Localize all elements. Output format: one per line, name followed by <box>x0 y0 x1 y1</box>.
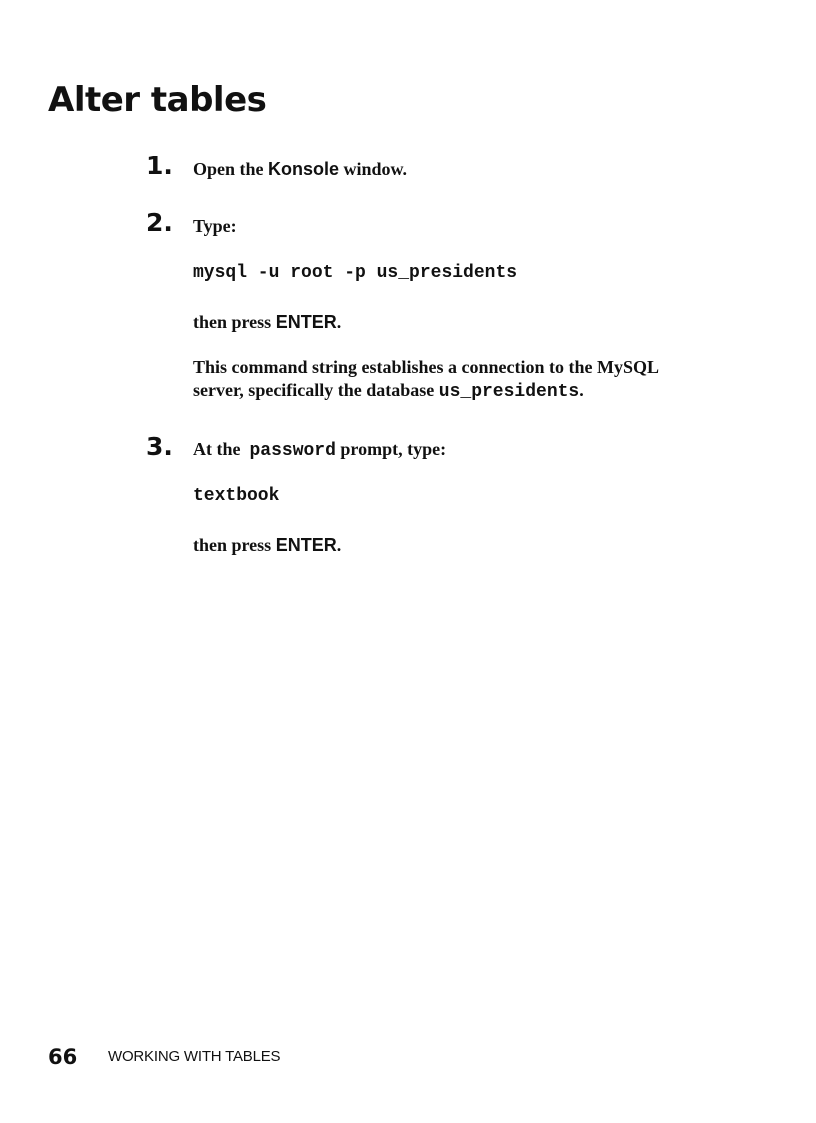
enter-key: ENTER <box>275 312 337 332</box>
enter-key: ENTER <box>275 535 337 555</box>
step-3-then-press <box>193 534 341 556</box>
step-3-text-after: prompt, type: <box>340 439 447 459</box>
step-2-explanation-after: . <box>579 380 584 400</box>
mysql-command: mysql -u root -p us_presidents <box>193 263 518 283</box>
step-3-number-digit: 3 <box>146 432 164 461</box>
step-1-text <box>193 158 407 180</box>
running-footer-section: WORKING WITH TABLES <box>108 1048 281 1065</box>
step-3-number-dot: . <box>163 432 173 461</box>
step-2-explanation-before: server, specifically the database <box>193 380 435 400</box>
step-1-text-after: window. <box>343 159 408 179</box>
step-2-then-press <box>193 311 341 333</box>
step-2-label: Type: <box>193 216 237 236</box>
step-3-then-text: then press <box>193 535 272 555</box>
step-1-number <box>146 151 173 181</box>
step-2-number <box>146 208 173 238</box>
step-2-number-dot: . <box>163 208 173 237</box>
step-1-text-before: Open the <box>193 159 264 179</box>
password-value: textbook <box>193 486 280 506</box>
page-title: Alter tables <box>48 80 267 120</box>
step-1-number-digit: 1 <box>146 151 164 180</box>
step-1-number-dot: . <box>163 151 173 180</box>
step-2-number-digit: 2 <box>146 208 164 237</box>
step-2-key-suffix: . <box>336 312 342 332</box>
konsole-term: Konsole <box>268 159 340 179</box>
step-2-explanation-line-1: This command string establishes a connection to the MySQL <box>193 357 660 377</box>
database-name-code: us_presidents <box>438 382 580 402</box>
page-number: 66 <box>48 1045 78 1069</box>
step-2-explanation-line-2 <box>193 379 584 403</box>
step-2-then-text: then press <box>193 312 272 332</box>
step-3-text-before: At the <box>193 439 241 459</box>
step-3-text <box>193 438 446 462</box>
step-3-key-suffix: . <box>336 535 342 555</box>
password-prompt-code: password <box>249 441 336 461</box>
step-3-number <box>146 432 173 462</box>
